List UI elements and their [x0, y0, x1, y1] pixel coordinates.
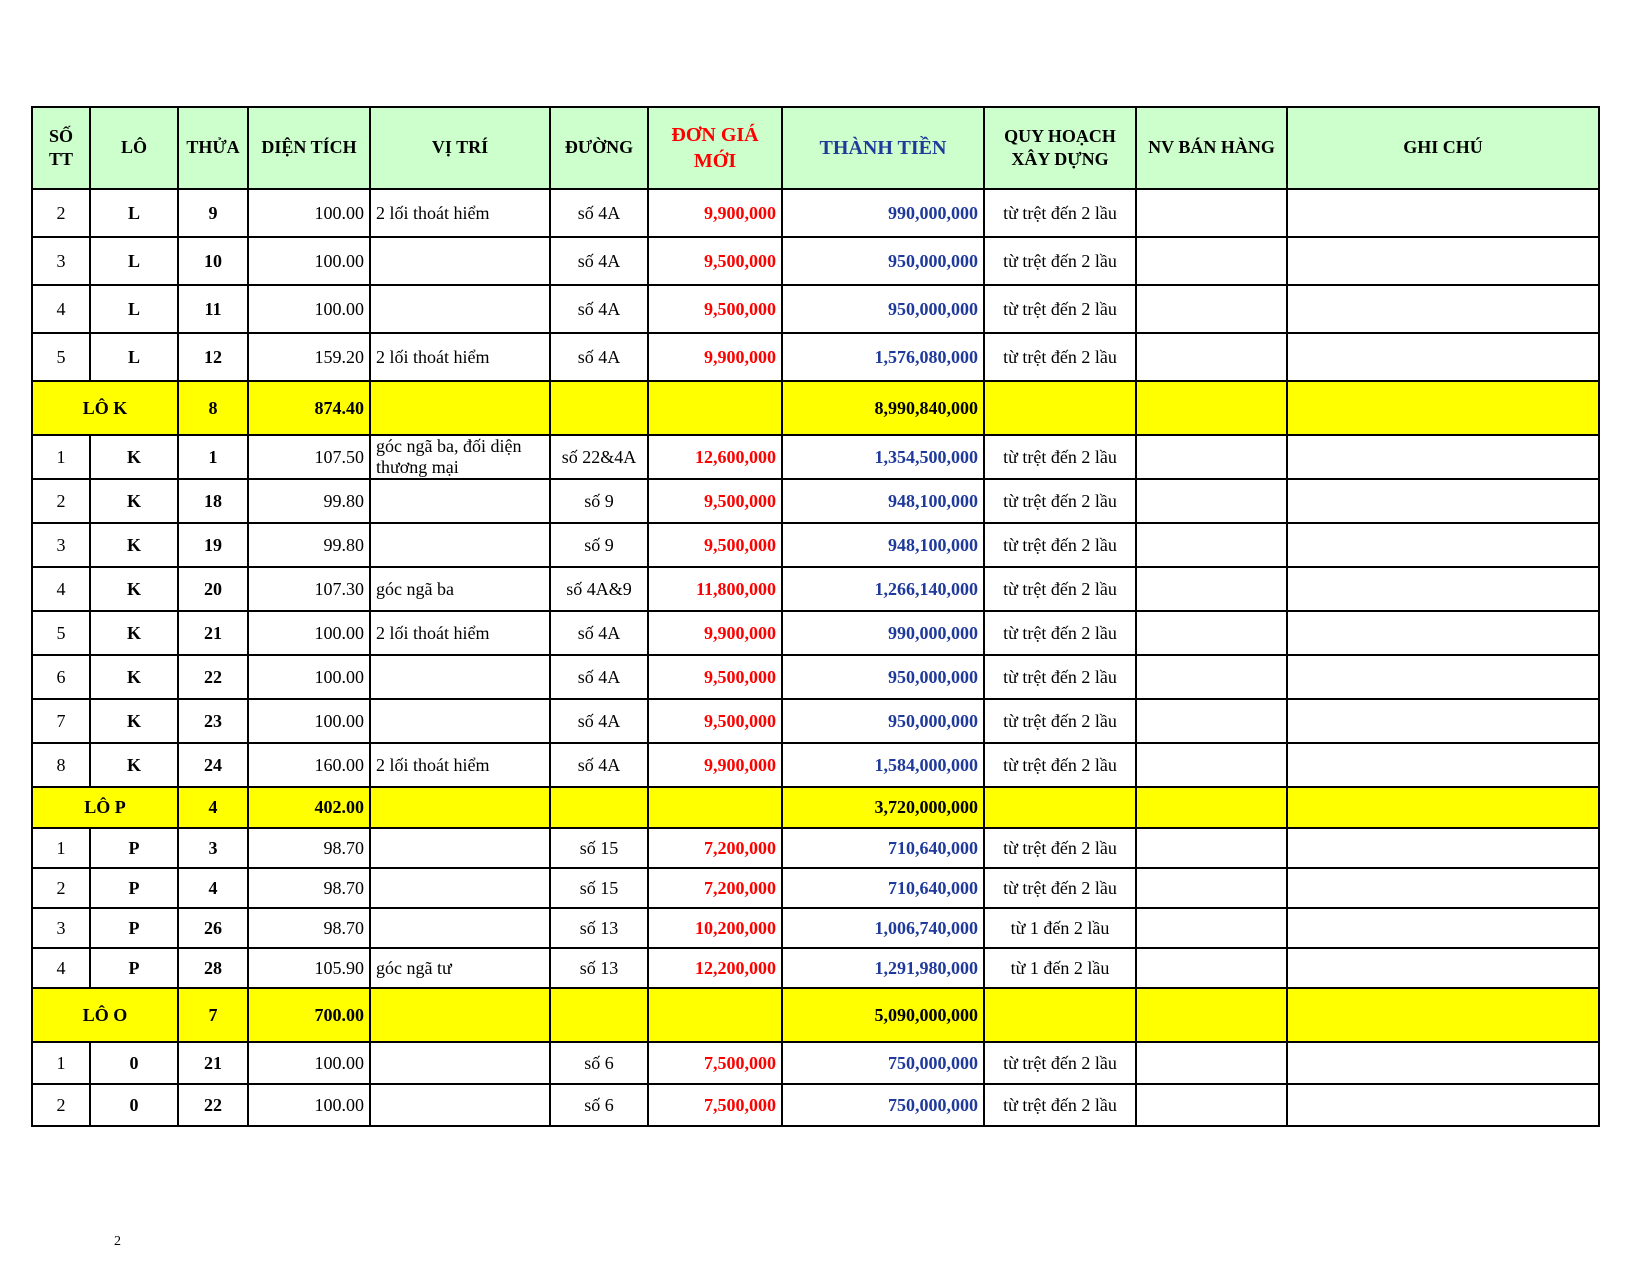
cell-don-gia: 9,900,000 — [648, 611, 782, 655]
cell-don-gia: 12,600,000 — [648, 435, 782, 479]
table-row — [32, 828, 1599, 868]
cell-thua: 11 — [178, 285, 248, 333]
cell-don-gia: 7,500,000 — [648, 1084, 782, 1126]
cell-nv-ban-hang — [1136, 828, 1287, 868]
cell-lo: L — [90, 285, 178, 333]
cell-vi-tri: 2 lối thoát hiểm — [370, 743, 550, 787]
cell-stt: 1 — [32, 1042, 90, 1084]
cell-stt: 2 — [32, 189, 90, 237]
cell-nv-ban-hang — [1136, 948, 1287, 988]
cell-don-gia: 9,500,000 — [648, 699, 782, 743]
cell-lo: P — [90, 908, 178, 948]
cell-thua: 4 — [178, 868, 248, 908]
cell-quy-hoach: từ trệt đến 2 lầu — [984, 611, 1136, 655]
cell-ghi-chu — [1287, 699, 1599, 743]
cell-quy-hoach: từ trệt đến 2 lầu — [984, 237, 1136, 285]
cell-dien-tich: 107.30 — [248, 567, 370, 611]
cell-lo: L — [90, 333, 178, 381]
cell-thanh-tien: 990,000,000 — [782, 611, 984, 655]
group-empty — [550, 381, 648, 435]
cell-thanh-tien: 950,000,000 — [782, 699, 984, 743]
cell-nv-ban-hang — [1136, 333, 1287, 381]
group-empty — [984, 787, 1136, 828]
group-summary-row — [32, 787, 1599, 828]
cell-don-gia: 9,500,000 — [648, 237, 782, 285]
group-label: LÔ P — [32, 787, 178, 828]
cell-vi-tri — [370, 237, 550, 285]
cell-thanh-tien: 950,000,000 — [782, 655, 984, 699]
cell-nv-ban-hang — [1136, 479, 1287, 523]
group-empty — [1136, 381, 1287, 435]
group-empty — [370, 787, 550, 828]
group-label: LÔ K — [32, 381, 178, 435]
cell-lo: K — [90, 479, 178, 523]
cell-nv-ban-hang — [1136, 523, 1287, 567]
cell-thua: 21 — [178, 611, 248, 655]
cell-quy-hoach: từ trệt đến 2 lầu — [984, 1042, 1136, 1084]
land-price-table — [31, 106, 1600, 1127]
cell-quy-hoach: từ trệt đến 2 lầu — [984, 189, 1136, 237]
col-header-ghi-chu: GHI CHÚ — [1287, 107, 1599, 189]
cell-thua: 1 — [178, 435, 248, 479]
cell-stt: 4 — [32, 948, 90, 988]
cell-duong: số 4A — [550, 611, 648, 655]
cell-thanh-tien: 1,291,980,000 — [782, 948, 984, 988]
cell-don-gia: 7,200,000 — [648, 868, 782, 908]
cell-ghi-chu — [1287, 237, 1599, 285]
cell-duong: số 6 — [550, 1042, 648, 1084]
cell-ghi-chu — [1287, 948, 1599, 988]
cell-thua: 19 — [178, 523, 248, 567]
group-empty — [984, 381, 1136, 435]
cell-ghi-chu — [1287, 523, 1599, 567]
cell-nv-ban-hang — [1136, 1042, 1287, 1084]
table-row — [32, 435, 1599, 479]
table-row — [32, 479, 1599, 523]
cell-vi-tri — [370, 828, 550, 868]
cell-lo: P — [90, 868, 178, 908]
group-total: 8,990,840,000 — [782, 381, 984, 435]
cell-duong: số 4A — [550, 699, 648, 743]
cell-nv-ban-hang — [1136, 611, 1287, 655]
cell-ghi-chu — [1287, 908, 1599, 948]
cell-vi-tri — [370, 868, 550, 908]
group-count: 4 — [178, 787, 248, 828]
cell-ghi-chu — [1287, 1042, 1599, 1084]
cell-stt: 2 — [32, 479, 90, 523]
cell-ghi-chu — [1287, 435, 1599, 479]
cell-nv-ban-hang — [1136, 567, 1287, 611]
cell-dien-tich: 100.00 — [248, 611, 370, 655]
cell-quy-hoach: từ trệt đến 2 lầu — [984, 285, 1136, 333]
cell-duong: số 9 — [550, 523, 648, 567]
group-empty — [648, 787, 782, 828]
cell-thanh-tien: 1,354,500,000 — [782, 435, 984, 479]
group-empty — [370, 381, 550, 435]
group-label: LÔ O — [32, 988, 178, 1042]
group-area: 402.00 — [248, 787, 370, 828]
cell-thanh-tien: 1,006,740,000 — [782, 908, 984, 948]
col-header-vi-tri: VỊ TRÍ — [370, 107, 550, 189]
group-empty — [550, 787, 648, 828]
cell-stt: 5 — [32, 611, 90, 655]
cell-stt: 2 — [32, 1084, 90, 1126]
cell-quy-hoach: từ trệt đến 2 lầu — [984, 567, 1136, 611]
table-row — [32, 655, 1599, 699]
cell-nv-ban-hang — [1136, 868, 1287, 908]
cell-dien-tich: 100.00 — [248, 189, 370, 237]
cell-duong: số 4A — [550, 237, 648, 285]
cell-duong: số 4A — [550, 655, 648, 699]
group-count: 7 — [178, 988, 248, 1042]
table-row — [32, 567, 1599, 611]
cell-thanh-tien: 1,584,000,000 — [782, 743, 984, 787]
cell-ghi-chu — [1287, 868, 1599, 908]
cell-vi-tri — [370, 908, 550, 948]
table-body — [32, 189, 1599, 1126]
cell-lo: K — [90, 655, 178, 699]
cell-thua: 28 — [178, 948, 248, 988]
cell-quy-hoach: từ trệt đến 2 lầu — [984, 435, 1136, 479]
cell-dien-tich: 100.00 — [248, 285, 370, 333]
cell-lo: 0 — [90, 1084, 178, 1126]
cell-vi-tri: 2 lối thoát hiểm — [370, 189, 550, 237]
page-number: 2 — [114, 1234, 121, 1249]
cell-stt: 3 — [32, 523, 90, 567]
col-header-duong: ĐƯỜNG — [550, 107, 648, 189]
group-summary-row — [32, 988, 1599, 1042]
cell-don-gia: 12,200,000 — [648, 948, 782, 988]
cell-stt: 2 — [32, 868, 90, 908]
table-row — [32, 237, 1599, 285]
cell-quy-hoach: từ 1 đến 2 lầu — [984, 948, 1136, 988]
cell-nv-ban-hang — [1136, 908, 1287, 948]
cell-don-gia: 9,500,000 — [648, 285, 782, 333]
cell-quy-hoach: từ trệt đến 2 lầu — [984, 699, 1136, 743]
table-row — [32, 948, 1599, 988]
cell-vi-tri: góc ngã ba, đối diện thương mại — [370, 435, 550, 479]
cell-thua: 12 — [178, 333, 248, 381]
group-empty — [1287, 381, 1599, 435]
cell-thanh-tien: 750,000,000 — [782, 1042, 984, 1084]
cell-thanh-tien: 1,576,080,000 — [782, 333, 984, 381]
cell-stt: 5 — [32, 333, 90, 381]
cell-quy-hoach: từ trệt đến 2 lầu — [984, 828, 1136, 868]
cell-duong: số 4A — [550, 189, 648, 237]
cell-dien-tich: 98.70 — [248, 868, 370, 908]
cell-nv-ban-hang — [1136, 189, 1287, 237]
cell-vi-tri — [370, 655, 550, 699]
cell-lo: K — [90, 435, 178, 479]
cell-vi-tri — [370, 1042, 550, 1084]
cell-quy-hoach: từ trệt đến 2 lầu — [984, 868, 1136, 908]
cell-don-gia: 9,500,000 — [648, 655, 782, 699]
cell-lo: K — [90, 523, 178, 567]
cell-lo: 0 — [90, 1042, 178, 1084]
cell-lo: L — [90, 189, 178, 237]
cell-vi-tri — [370, 285, 550, 333]
group-area: 874.40 — [248, 381, 370, 435]
col-header-dien-tich: DIỆN TÍCH — [248, 107, 370, 189]
cell-stt: 4 — [32, 567, 90, 611]
cell-quy-hoach: từ trệt đến 2 lầu — [984, 523, 1136, 567]
cell-duong: số 15 — [550, 868, 648, 908]
cell-thua: 22 — [178, 1084, 248, 1126]
header-row — [32, 107, 1599, 189]
cell-ghi-chu — [1287, 285, 1599, 333]
group-empty — [1136, 988, 1287, 1042]
cell-ghi-chu — [1287, 567, 1599, 611]
cell-lo: K — [90, 743, 178, 787]
cell-don-gia: 11,800,000 — [648, 567, 782, 611]
group-empty — [1136, 787, 1287, 828]
cell-thanh-tien: 948,100,000 — [782, 479, 984, 523]
table-row — [32, 908, 1599, 948]
cell-nv-ban-hang — [1136, 285, 1287, 333]
cell-quy-hoach: từ trệt đến 2 lầu — [984, 333, 1136, 381]
cell-ghi-chu — [1287, 479, 1599, 523]
col-header-so-tt: SỐ TT — [32, 107, 90, 189]
cell-don-gia: 7,500,000 — [648, 1042, 782, 1084]
cell-dien-tich: 100.00 — [248, 699, 370, 743]
cell-thanh-tien: 990,000,000 — [782, 189, 984, 237]
cell-ghi-chu — [1287, 743, 1599, 787]
cell-duong: số 4A — [550, 743, 648, 787]
cell-lo: K — [90, 567, 178, 611]
group-empty — [370, 988, 550, 1042]
table-row — [32, 611, 1599, 655]
cell-thanh-tien: 948,100,000 — [782, 523, 984, 567]
cell-thua: 24 — [178, 743, 248, 787]
cell-dien-tich: 159.20 — [248, 333, 370, 381]
cell-thua: 21 — [178, 1042, 248, 1084]
col-header-thua: THỬA — [178, 107, 248, 189]
cell-dien-tich: 98.70 — [248, 908, 370, 948]
cell-don-gia: 9,900,000 — [648, 189, 782, 237]
cell-vi-tri — [370, 523, 550, 567]
cell-nv-ban-hang — [1136, 237, 1287, 285]
cell-dien-tich: 100.00 — [248, 1042, 370, 1084]
cell-lo: L — [90, 237, 178, 285]
col-header-nv-ban-hang: NV BÁN HÀNG — [1136, 107, 1287, 189]
cell-stt: 3 — [32, 908, 90, 948]
table-row — [32, 1042, 1599, 1084]
cell-duong: số 13 — [550, 908, 648, 948]
cell-nv-ban-hang — [1136, 435, 1287, 479]
col-header-lo: LÔ — [90, 107, 178, 189]
cell-don-gia: 10,200,000 — [648, 908, 782, 948]
cell-thua: 26 — [178, 908, 248, 948]
cell-dien-tich: 98.70 — [248, 828, 370, 868]
cell-vi-tri: góc ngã ba — [370, 567, 550, 611]
cell-thua: 9 — [178, 189, 248, 237]
col-header-don-gia-moi: ĐƠN GIÁ MỚI — [648, 107, 782, 189]
cell-vi-tri — [370, 699, 550, 743]
cell-thanh-tien: 1,266,140,000 — [782, 567, 984, 611]
cell-vi-tri — [370, 479, 550, 523]
cell-don-gia: 9,900,000 — [648, 333, 782, 381]
cell-stt: 3 — [32, 237, 90, 285]
cell-thua: 22 — [178, 655, 248, 699]
group-empty — [550, 988, 648, 1042]
cell-duong: số 22&4A — [550, 435, 648, 479]
cell-thanh-tien: 710,640,000 — [782, 828, 984, 868]
group-area: 700.00 — [248, 988, 370, 1042]
table-row — [32, 189, 1599, 237]
table-row — [32, 699, 1599, 743]
cell-duong: số 6 — [550, 1084, 648, 1126]
cell-nv-ban-hang — [1136, 1084, 1287, 1126]
cell-duong: số 9 — [550, 479, 648, 523]
table-row — [32, 523, 1599, 567]
cell-quy-hoach: từ trệt đến 2 lầu — [984, 479, 1136, 523]
cell-dien-tich: 100.00 — [248, 655, 370, 699]
cell-nv-ban-hang — [1136, 655, 1287, 699]
cell-duong: số 4A&9 — [550, 567, 648, 611]
group-total: 3,720,000,000 — [782, 787, 984, 828]
table-row — [32, 743, 1599, 787]
cell-don-gia: 9,500,000 — [648, 479, 782, 523]
cell-thua: 23 — [178, 699, 248, 743]
cell-duong: số 13 — [550, 948, 648, 988]
group-empty — [648, 381, 782, 435]
cell-lo: P — [90, 828, 178, 868]
cell-stt: 1 — [32, 828, 90, 868]
group-empty — [984, 988, 1136, 1042]
cell-dien-tich: 105.90 — [248, 948, 370, 988]
cell-dien-tich: 100.00 — [248, 237, 370, 285]
cell-quy-hoach: từ trệt đến 2 lầu — [984, 655, 1136, 699]
cell-don-gia: 7,200,000 — [648, 828, 782, 868]
cell-vi-tri: góc ngã tư — [370, 948, 550, 988]
cell-vi-tri — [370, 1084, 550, 1126]
cell-stt: 4 — [32, 285, 90, 333]
cell-thanh-tien: 750,000,000 — [782, 1084, 984, 1126]
group-empty — [648, 988, 782, 1042]
cell-nv-ban-hang — [1136, 743, 1287, 787]
cell-lo: P — [90, 948, 178, 988]
group-count: 8 — [178, 381, 248, 435]
cell-thua: 20 — [178, 567, 248, 611]
cell-ghi-chu — [1287, 189, 1599, 237]
group-empty — [1287, 988, 1599, 1042]
cell-ghi-chu — [1287, 655, 1599, 699]
cell-thanh-tien: 950,000,000 — [782, 285, 984, 333]
cell-stt: 7 — [32, 699, 90, 743]
cell-don-gia: 9,500,000 — [648, 523, 782, 567]
cell-dien-tich: 160.00 — [248, 743, 370, 787]
cell-stt: 8 — [32, 743, 90, 787]
cell-dien-tich: 107.50 — [248, 435, 370, 479]
cell-duong: số 4A — [550, 333, 648, 381]
cell-thua: 10 — [178, 237, 248, 285]
cell-quy-hoach: từ trệt đến 2 lầu — [984, 743, 1136, 787]
cell-thua: 18 — [178, 479, 248, 523]
cell-dien-tich: 99.80 — [248, 479, 370, 523]
cell-thua: 3 — [178, 828, 248, 868]
cell-quy-hoach: từ 1 đến 2 lầu — [984, 908, 1136, 948]
cell-dien-tich: 99.80 — [248, 523, 370, 567]
cell-duong: số 4A — [550, 285, 648, 333]
cell-duong: số 15 — [550, 828, 648, 868]
cell-thanh-tien: 710,640,000 — [782, 868, 984, 908]
col-header-quy-hoach: QUY HOẠCH XÂY DỰNG — [984, 107, 1136, 189]
col-header-thanh-tien: THÀNH TIỀN — [782, 107, 984, 189]
group-empty — [1287, 787, 1599, 828]
cell-quy-hoach: từ trệt đến 2 lầu — [984, 1084, 1136, 1126]
cell-stt: 6 — [32, 655, 90, 699]
cell-ghi-chu — [1287, 1084, 1599, 1126]
group-total: 5,090,000,000 — [782, 988, 984, 1042]
table-row — [32, 1084, 1599, 1126]
cell-stt: 1 — [32, 435, 90, 479]
cell-nv-ban-hang — [1136, 699, 1287, 743]
cell-thanh-tien: 950,000,000 — [782, 237, 984, 285]
group-summary-row — [32, 381, 1599, 435]
table-row — [32, 285, 1599, 333]
cell-vi-tri: 2 lối thoát hiểm — [370, 611, 550, 655]
cell-don-gia: 9,900,000 — [648, 743, 782, 787]
cell-dien-tich: 100.00 — [248, 1084, 370, 1126]
cell-ghi-chu — [1287, 333, 1599, 381]
cell-ghi-chu — [1287, 611, 1599, 655]
table-row — [32, 868, 1599, 908]
cell-lo: K — [90, 611, 178, 655]
cell-ghi-chu — [1287, 828, 1599, 868]
cell-vi-tri: 2 lối thoát hiểm — [370, 333, 550, 381]
cell-lo: K — [90, 699, 178, 743]
table-row — [32, 333, 1599, 381]
